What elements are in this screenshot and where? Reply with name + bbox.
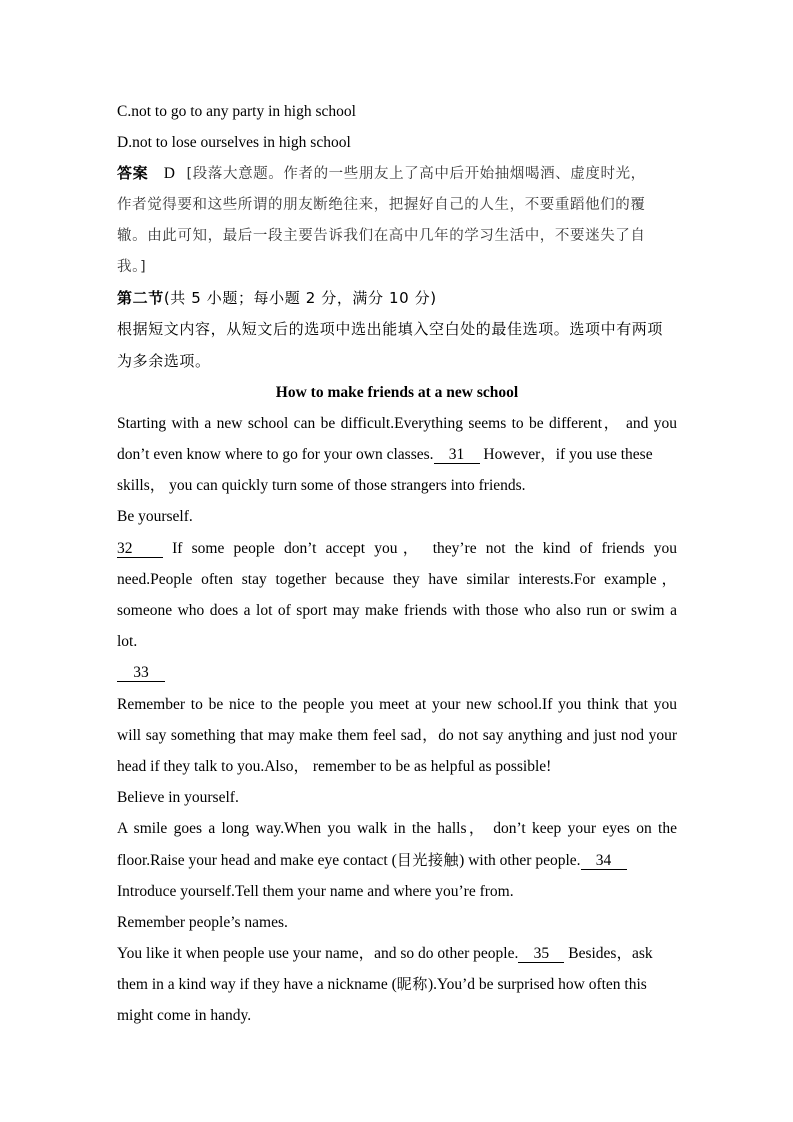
answer-label: 答案 (117, 164, 149, 183)
passage-line: Introduce yourself.Tell them your name and where you’re from. (117, 882, 514, 900)
passage-line (117, 657, 677, 688)
passage-text: If some people don’t accept you， they’re not the kind of friends you (163, 539, 677, 557)
passage-text-cjk: 目光接触 (396, 850, 460, 869)
option-d: D.not to lose ourselves in high school (117, 134, 351, 152)
answer-letter: D (163, 165, 175, 183)
passage-line (117, 439, 677, 470)
answer-explanation-line: [段落大意题。作者的一些朋友上了高中后开始抽烟喝酒、虚度时光， (186, 166, 646, 183)
passage-text: them in a kind way if they have a nickname ( (117, 976, 397, 994)
section-heading: 第二节 (117, 289, 164, 308)
passage-line: head if they talk to you.Also， remember to be as helpful as possible! (117, 757, 552, 775)
passage-line: lot. (117, 633, 138, 651)
passage-line (117, 533, 677, 564)
answer-explanation-line: 我。] (117, 258, 147, 275)
instructions-line: 为多余选项。 (117, 351, 211, 370)
subheading-believe-in-yourself: Believe in yourself. (117, 789, 239, 807)
passage-text-cjk: 昵称 (396, 975, 428, 994)
blank-32: 32 (117, 540, 163, 558)
document-page (117, 96, 677, 1032)
passage-line (117, 938, 677, 969)
passage-line: need.People often stay together because they have similar interests.For example， (117, 570, 677, 588)
section-heading-note: (共 5 小题；每小题 2 分，满分 10 分) (163, 289, 437, 308)
passage-line: skills， you can quickly turn some of those strangers into friends. (117, 477, 526, 495)
passage-line: someone who does a lot of sport may make friends with those who also run or swim a (117, 602, 677, 619)
passage-line: A smile goes a long way.When you walk in the halls， don’t keep your eyes on the (117, 820, 677, 838)
instructions-line: 根据短文内容，从短文后的选项中选出能填入空白处的最佳选项。选项中有两项 (117, 320, 664, 339)
passage-line: will say something that may make them feel sad，do not say anything and just nod your (117, 726, 677, 744)
passage-text: don’t even know where to go for your own classes. (117, 446, 434, 464)
passage-line: Starting with a new school can be difficult.Everything seems to be different， and you (117, 414, 677, 432)
passage-text: ).You’d be surprised how often this (427, 976, 647, 994)
passage-text: You like it when people use your name，and so do other people. (117, 945, 519, 963)
passage-line (117, 969, 677, 1000)
blank-33: 33 (117, 664, 165, 682)
section-heading-line (117, 283, 677, 314)
answer-explanation-line: 辙。由此可知，最后一段主要告诉我们在高中几年的学习生活中，不要迷失了自 (117, 227, 646, 244)
passage-title: How to make friends at a new school (275, 383, 519, 401)
option-c: C.not to go to any party in high school (117, 103, 356, 120)
passage-line (117, 845, 677, 876)
passage-text: However，if you use these (479, 446, 653, 464)
answer-explanation-line: 作者觉得要和这些所谓的朋友断绝往来，把握好自己的人生，不要重蹈他们的覆 (117, 196, 646, 213)
passage-line: might come in handy. (117, 1007, 252, 1025)
passage-text: ) with other people. (459, 851, 581, 869)
subheading-be-yourself: Be yourself. (117, 508, 193, 526)
passage-text: floor.Raise your head and make eye contact ( (117, 851, 397, 869)
passage-line: Remember to be nice to the people you meet at your new school.If you think that you (117, 695, 677, 713)
blank-31: 31 (434, 446, 480, 464)
subheading-remember-names: Remember people’s names. (117, 913, 288, 931)
passage-text: Besides，ask (564, 945, 653, 963)
blank-35: 35 (518, 945, 564, 963)
blank-34: 34 (581, 852, 627, 870)
answer-line-1 (117, 158, 677, 189)
